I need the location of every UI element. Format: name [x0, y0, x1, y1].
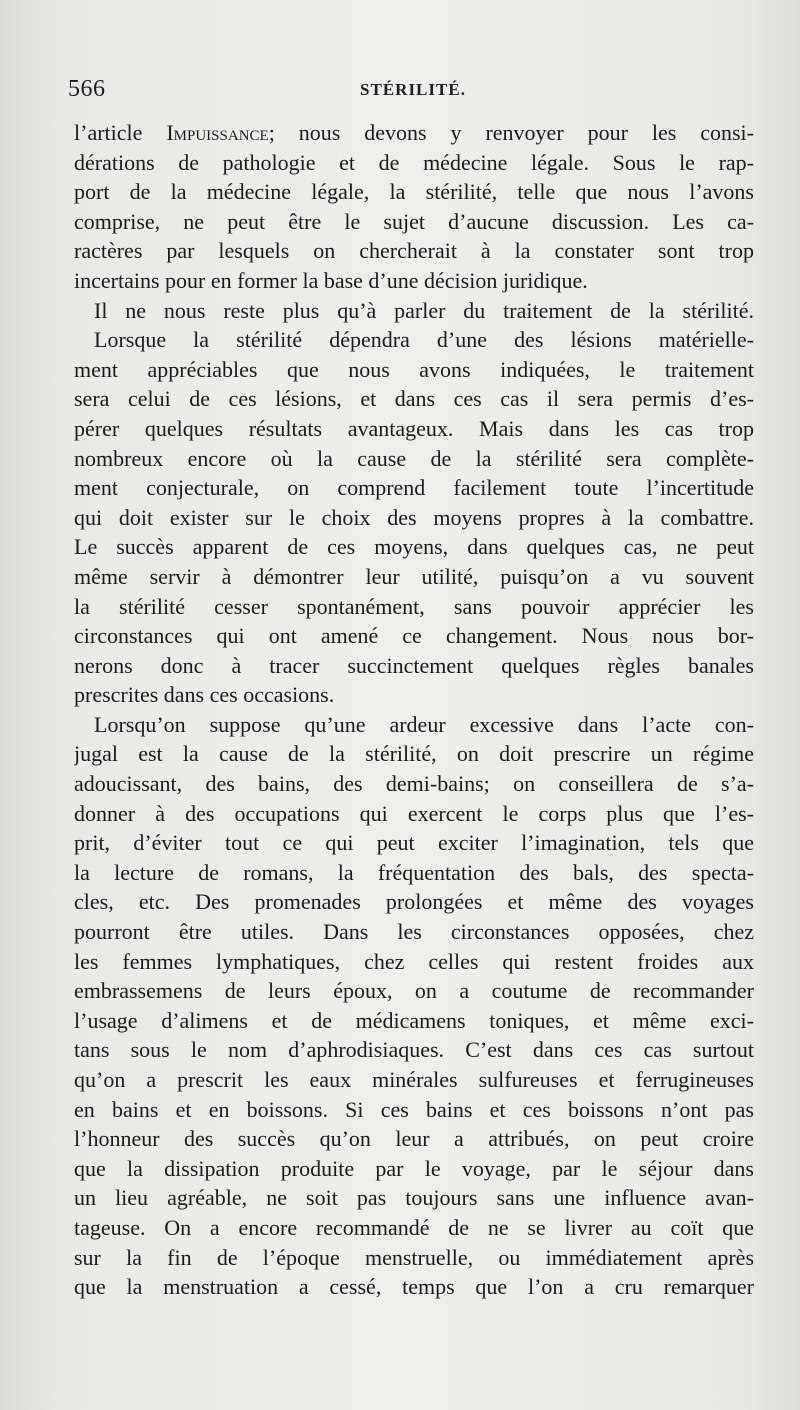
text-line-content: dérations de pathologie et de médecine légale. Sous le rap- [74, 149, 754, 175]
text-line-content: jugal est la cause de la stérilité, on doit prescrire un régime [74, 741, 754, 767]
text-line-content: incertains pour en former la base d’une décision juridique. [74, 267, 588, 293]
text-line-content: tageuse. On a encore recommandé de ne se livrer au coït que [74, 1214, 754, 1240]
text-line [74, 414, 754, 444]
text-line-continuation: ; nous devons y renvoyer pour les consi- [268, 120, 754, 145]
text-line [74, 1035, 754, 1065]
text-line [74, 887, 754, 917]
running-title: STÉRILITÉ. [360, 80, 466, 99]
text-line [74, 680, 754, 710]
text-line-content: l’honneur des succès qu’on leur a attribués, on peut croire [74, 1126, 754, 1152]
text-line [74, 710, 754, 740]
text-line [74, 976, 754, 1006]
text-line [74, 621, 754, 651]
text-line [74, 769, 754, 799]
text-line [74, 1213, 754, 1243]
text-line [74, 236, 754, 266]
text-line-content: nerons donc à tracer succinctement quelques règles banales [74, 652, 754, 678]
text-line [74, 1095, 754, 1125]
text-line-content: qu’on a prescrit les eaux minérales sulfureuses et ferrugineuses [74, 1067, 754, 1092]
text-line-content: ment conjecturale, on comprend facilement toute l’incertitude [74, 475, 754, 501]
text-line [74, 355, 754, 385]
text-line-content: ractères par lesquels on chercherait à la constater sont trop [74, 238, 754, 264]
text-line-content: Lorsqu’on suppose qu’une ardeur excessive dans l’acte con- [94, 711, 754, 737]
text-line [74, 828, 754, 858]
text-line-content: circonstances qui ont amené ce changement. Nous nous bor- [74, 623, 754, 649]
text-line-content: la stérilité cesser spontanément, sans pouvoir apprécier les [74, 593, 754, 619]
cross-reference: Impuissance [166, 120, 269, 145]
text-line [74, 1243, 754, 1273]
text-line-content: qui doit exister sur le choix des moyens propres à la combattre. [74, 504, 754, 530]
text-line-content: pérer quelques résultats avantageux. Mais dans les cas trop [74, 415, 754, 441]
text-line-content: la lecture de romans, la fréquentation des bals, des specta- [74, 859, 754, 885]
text-line [74, 1272, 754, 1302]
text-line-content: l’article [74, 120, 167, 145]
text-line-content: prescrites dans ces occasions. [74, 682, 335, 708]
text-line [74, 1124, 754, 1154]
text-line-content: que la menstruation a cessé, temps que l’on a cru remarquer [74, 1274, 754, 1300]
text-line [74, 1154, 754, 1184]
text-line-content: sera celui de ces lésions, et dans ces cas il sera permis d’es- [74, 386, 754, 412]
text-line-content: Lorsque la stérilité dépendra d’une des lésions matérielle- [94, 327, 754, 353]
text-line-content: port de la médecine légale, la stérilité, telle que nous l’avons [74, 179, 754, 205]
text-line [74, 799, 754, 829]
text-line-content: un lieu agréable, ne soit pas toujours sans une influence avan- [74, 1185, 754, 1211]
text-line [74, 473, 754, 503]
text-line-content: que la dissipation produite par le voyage, par le séjour dans [74, 1155, 754, 1181]
body-text [74, 118, 754, 1302]
text-line [74, 651, 754, 681]
text-line-content: pourront être utiles. Dans les circonstances opposées, chez [74, 919, 754, 945]
text-line [74, 1006, 754, 1036]
text-line-content: les femmes lymphatiques, chez celles qui restent froides aux [74, 948, 754, 974]
text-line [74, 444, 754, 474]
page-header [68, 76, 758, 112]
page-number: 566 [68, 76, 106, 102]
text-line-content: ment appréciables que nous avons indiquées, le traitement [74, 356, 754, 382]
text-line [74, 207, 754, 237]
text-line-content: Le succès apparent de ces moyens, dans quelques cas, ne peut [74, 534, 754, 560]
text-line-content: donner à des occupations qui exercent le corps plus que l’es- [74, 800, 754, 826]
text-line [74, 947, 754, 977]
text-line [74, 118, 754, 148]
text-line [74, 148, 754, 178]
text-line [74, 325, 754, 355]
text-line [74, 266, 754, 296]
text-line [74, 177, 754, 207]
text-line-content: nombreux encore où la cause de la stérilité sera complète- [74, 445, 754, 471]
text-line-content: sur la fin de l’époque menstruelle, ou immédiatement après [74, 1244, 754, 1270]
text-line-content: embrassemens de leurs époux, on a coutume de recommander [74, 978, 754, 1004]
text-line-content: l’usage d’alimens et de médicamens toniques, et même exci- [74, 1007, 754, 1033]
text-line-content: prit, d’éviter tout ce qui peut exciter l’imagination, tels que [74, 830, 754, 856]
text-line-content: adoucissant, des bains, des demi-bains; on conseillera de s’a- [74, 771, 754, 797]
text-line-content: cles, etc. Des promenades prolongées et même des voyages [74, 889, 754, 915]
text-line [74, 1065, 754, 1095]
text-line-content: en bains et en boissons. Si ces bains et ces boissons n’ont pas [74, 1096, 754, 1122]
text-line [74, 296, 754, 326]
text-line [74, 739, 754, 769]
text-line [74, 503, 754, 533]
text-line-content: même servir à démontrer leur utilité, puisqu’on a vu souvent [74, 563, 754, 589]
text-line-content: comprise, ne peut être le sujet d’aucune discussion. Les ca- [74, 208, 754, 234]
text-line-content: tans sous le nom d’aphrodisiaques. C’est dans ces cas surtout [74, 1037, 754, 1063]
text-line [74, 592, 754, 622]
text-line [74, 858, 754, 888]
text-line-content: Il ne nous reste plus qu’à parler du traitement de la stérilité. [94, 297, 754, 323]
text-line [74, 384, 754, 414]
text-line [74, 917, 754, 947]
text-line [74, 532, 754, 562]
text-line [74, 562, 754, 592]
text-line [74, 1183, 754, 1213]
